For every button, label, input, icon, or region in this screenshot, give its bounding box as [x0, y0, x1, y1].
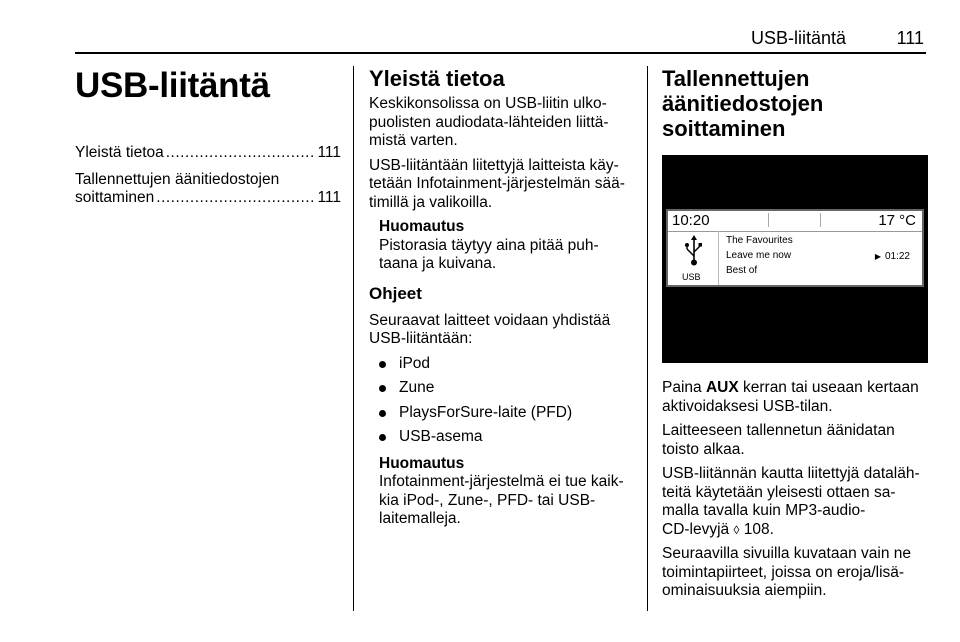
- paragraph: Laitteeseen tallennetun äänidatan toisto alkaa.: [662, 422, 895, 458]
- note-title: Huomautus: [379, 218, 465, 235]
- column-divider: [647, 66, 648, 611]
- page-header: [75, 24, 926, 54]
- toc-entry[interactable]: [75, 144, 341, 163]
- status-separator: [768, 213, 769, 227]
- column-1: [75, 66, 341, 216]
- header-title: USB-liitäntä: [750, 28, 846, 48]
- usb-icon: [684, 235, 704, 267]
- play-icon: ▶: [874, 252, 881, 261]
- toc-entry-page: 111: [317, 189, 341, 206]
- toc-entry-label: Yleistä tietoa: [75, 144, 164, 161]
- track-item: Best of: [726, 265, 758, 276]
- paragraph: Seuraavilla sivuilla kuvataan vain ne toimintapiirteet, joissa on eroja/lisä-ominaisuuksia aiempiin.: [662, 545, 912, 599]
- chapter-title: USB-liitäntä: [75, 66, 270, 105]
- header-page-number: 111: [896, 28, 924, 48]
- page-reference-icon[interactable]: ◊: [733, 522, 740, 537]
- screen-status-bar: [668, 211, 922, 232]
- column-2: [369, 66, 637, 539]
- column-3: [662, 66, 930, 607]
- toc-dot-leader: [156, 189, 315, 208]
- list-item: USB-asema: [369, 428, 637, 447]
- toc-entry-label: Tallennettujen äänitiedostojen: [75, 170, 280, 188]
- track-list: [726, 233, 793, 278]
- device-list: [369, 355, 637, 447]
- infotainment-screen: [666, 209, 924, 287]
- paragraph: USB-liitäntään liitettyjä laitteista käy-tetään Infotainment-järjestelmän sää-timillä ja valikoilla.: [369, 156, 625, 211]
- list-item: iPod: [369, 355, 637, 374]
- section-heading: Yleistä tietoa: [369, 66, 505, 91]
- subheading: Ohjeet: [369, 283, 422, 303]
- paragraph: Keskikonsolissa on USB-liitin ulko-puolisten audiodata-lähteiden liittä-mistä varten.: [369, 95, 609, 149]
- source-panel: [668, 231, 719, 285]
- toc-entry-label-cont: soittaminen: [75, 189, 155, 206]
- track-item: Leave me now: [726, 250, 792, 261]
- section-heading: Tallennettujen äänitiedostojen soittaminen: [662, 66, 824, 141]
- toc-entry[interactable]: [75, 171, 341, 208]
- aux-button-label: AUX: [705, 379, 739, 396]
- note-text: Infotainment-järjestelmä ei tue kaik-kia iPod-, Zune-, PFD- tai USB-laitemalleja.: [379, 473, 624, 527]
- play-time: 01:22: [884, 251, 910, 262]
- source-label: USB: [682, 272, 701, 282]
- playback-status: [875, 248, 910, 267]
- toc-entry-page: 111: [317, 144, 341, 161]
- screen-temperature: 17 °C: [878, 212, 916, 229]
- list-item: Zune: [369, 379, 637, 398]
- status-separator: [820, 213, 821, 227]
- track-item: The Favourites: [726, 235, 793, 246]
- note-text: Pistorasia täytyy aina pitää puh-taana ja kuivana.: [379, 236, 599, 272]
- paragraph: USB-liitännän kautta liitettyjä dataläh-teitä käytetään yleisesti ottaen sa-malla tavalla kuin MP3-audio- CD-levyjä ◊ 108.: [662, 465, 920, 538]
- note: [379, 218, 637, 274]
- list-item: PlaysForSure-laite (PFD): [369, 404, 637, 423]
- note: [379, 455, 637, 529]
- display-illustration: [662, 155, 928, 363]
- column-divider: [353, 66, 354, 611]
- paragraph: Seuraavat laitteet voidaan yhdistää USB-liitäntään:: [369, 311, 611, 347]
- note-title: Huomautus: [379, 454, 465, 472]
- screen-clock: 10:20: [672, 212, 710, 229]
- paragraph: Paina AUX kerran tai useaan kertaan aktivoidaksesi USB-tilan.: [662, 379, 919, 415]
- toc-dot-leader: [166, 144, 316, 163]
